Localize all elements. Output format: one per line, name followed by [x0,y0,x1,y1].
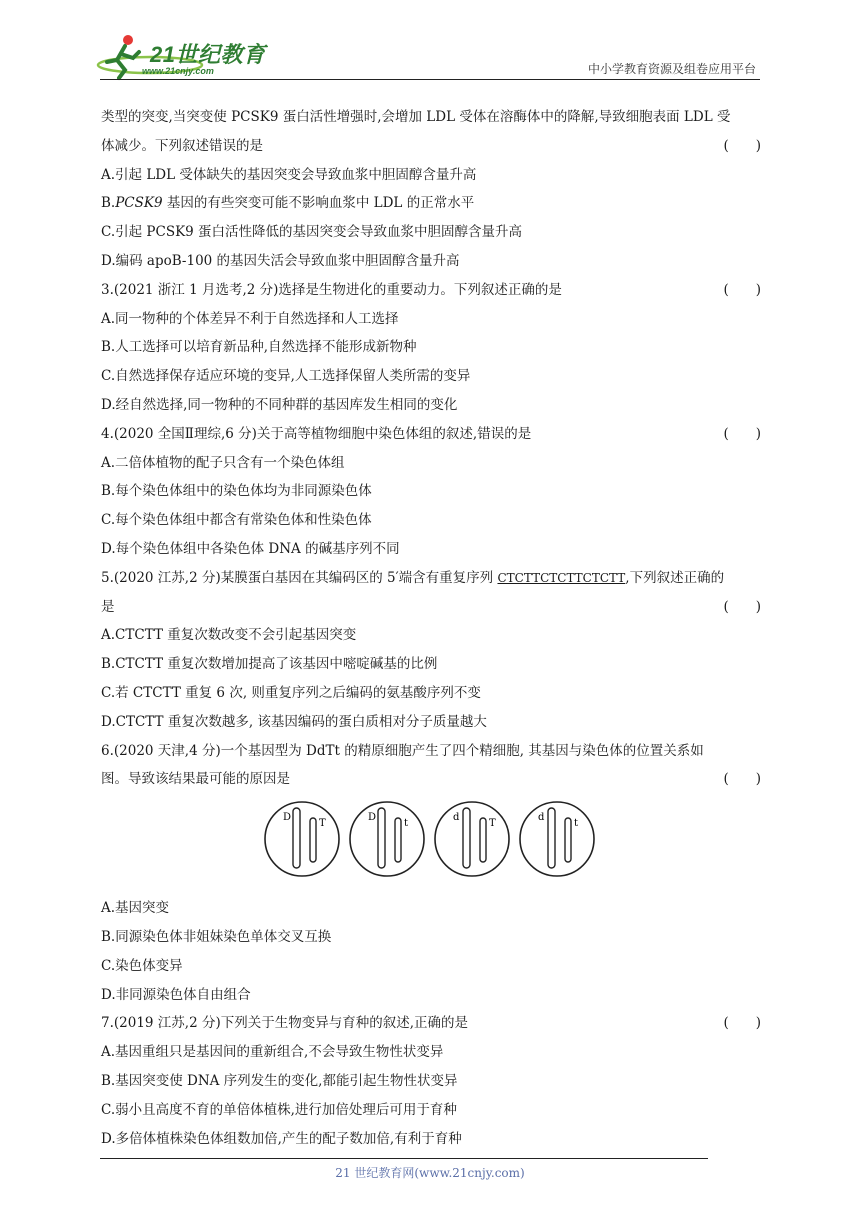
answer-paren: ( ) [723,137,761,154]
question-2-option-b [101,189,761,218]
question-7-text: 7.(2019 江苏,2 分)下列关于生物变异与育种的叙述,正确的是 [101,1015,469,1032]
question-6-text-cont: 图。导致该结果最可能的原因是 [101,771,290,788]
question-3-option-c: C.自然选择保存适应环境的变异,人工选择保留人类所需的变异 [101,368,471,385]
question-7-option-d: D.多倍体植株染色体组数加倍,产生的配子数加倍,有利于育种 [101,1130,462,1147]
option-b-text: 基因的有些突变可能不影响血浆中 LDL 的正常水平 [162,195,475,212]
question-7-option-b: B.基因突变使 DNA 序列发生的变化,都能引起生物性状变异 [101,1072,458,1089]
question-4-text: 4.(2020 全国Ⅱ理综,6 分)关于高等植物细胞中染色体组的叙述,错误的是 [101,425,532,442]
question-5-option-a: A.CTCTT 重复次数改变不会引起基因突变 [101,627,357,644]
answer-paren: ( ) [723,598,761,615]
gene-label: t [404,818,409,830]
gene-label: t [574,818,579,830]
gene-label: D [283,812,292,824]
logo-url: www.21cnjy.com [142,66,214,76]
question-2-option-a: A.引起 LDL 受体缺失的基因突变会导致血浆中胆固醇含量升高 [101,166,477,183]
header-divider [100,79,760,80]
question-7-stem [101,1009,761,1038]
question-2-stem-text: 体减少。下列叙述错误的是 [101,137,263,154]
question-5-option-d: D.CTCTT 重复次数越多, 该基因编码的蛋白质相对分子质量越大 [101,713,487,730]
question-3-option-a: A.同一物种的个体差异不利于自然选择和人工选择 [101,310,399,327]
question-6-stem-line2 [101,765,761,794]
sperm-cell-2 [350,802,424,876]
question-2-stem-line2 [101,132,761,161]
gene-name-italic: PCSK9 [115,195,163,212]
question-5-stem-line2 [101,593,761,622]
footer-divider [100,1158,708,1159]
chromosome-figure [101,796,761,886]
question-6-option-c: C.染色体变异 [101,957,183,974]
question-4-option-c: C.每个染色体组中都含有常染色体和性染色体 [101,512,372,529]
question-5-text: 5.(2020 江苏,2 分)某膜蛋白基因在其编码区的 5′端含有重复序列 [101,569,498,586]
chromosome-diagram [263,796,603,882]
sperm-cell-3 [435,802,509,876]
question-3-option-b: B.人工选择可以培育新品种,自然选择不能形成新物种 [101,339,417,356]
question-6-option-d: D.非同源染色体自由组合 [101,986,251,1003]
page-header [0,0,860,90]
question-4-stem [101,420,761,449]
logo-text: 21世纪教育 [150,42,266,67]
answer-paren: ( ) [723,771,761,788]
sperm-cell-4 [520,802,594,876]
question-2-option-d: D.编码 apoB-100 的基因失活会导致血浆中胆固醇含量升高 [101,252,460,269]
page-footer: 21 世纪教育网(www.21cnjy.com) [335,1166,525,1180]
question-4-option-a: A.二倍体植物的配子只含有一个染色体组 [101,454,345,471]
question-3-text: 3.(2021 浙江 1 月选考,2 分)选择是生物进化的重要动力。下列叙述正确的是 [101,281,562,298]
question-5-option-c: C.若 CTCTT 重复 6 次, 则重复序列之后编码的氨基酸序列不变 [101,684,481,701]
question-6-stem-line1: 6.(2020 天津,4 分)一个基因型为 DdTt 的精原细胞产生了四个精细胞, 其基因与染色体的位置关系如 [101,742,704,759]
question-3-stem [101,276,761,305]
question-5-option-b: B.CTCTT 重复次数增加提高了该基因中嘧啶碱基的比例 [101,656,438,673]
option-b-prefix: B. [101,195,116,212]
gene-label: d [453,812,460,824]
answer-paren: ( ) [723,425,761,442]
gene-label: d [538,812,545,824]
question-5-text-cont: 是 [101,598,115,615]
answer-paren: ( ) [723,1015,761,1032]
question-3-option-d: D.经自然选择,同一物种的不同种群的基因库发生相同的变化 [101,396,458,413]
question-7-option-c: C.弱小且高度不育的单倍体植株,进行加倍处理后可用于育种 [101,1101,457,1118]
gene-label: D [368,812,377,824]
question-4-option-b: B.每个染色体组中的染色体均为非同源染色体 [101,483,372,500]
question-5-text-end: ,下列叙述正确的 [625,569,725,586]
question-4-option-d: D.每个染色体组中各染色体 DNA 的碱基序列不同 [101,540,400,557]
question-5-stem-line1 [101,564,761,593]
repeat-sequence: CTCTTCTCTTCTCTT [497,570,626,585]
question-7-option-a: A.基因重组只是基因间的重新组合,不会导致生物性状变异 [101,1044,444,1061]
question-2-stem-line1: 类型的突变,当突变使 PCSK9 蛋白活性增强时,会增加 LDL 受体在溶酶体中的降解,导致细胞表面 LDL 受 [101,109,731,125]
question-6-option-a: A.基因突变 [101,900,170,917]
question-2-option-c: C.引起 PCSK9 蛋白活性降低的基因突变会导致血浆中胆固醇含量升高 [101,224,523,241]
question-content [101,103,761,1153]
gene-label: T [489,818,496,830]
question-6-option-b: B.同源染色体非姐妹染色单体交叉互换 [101,928,332,945]
gene-label: T [319,818,326,830]
sperm-cell-1 [265,802,339,876]
header-platform-label: 中小学教育资源及组卷应用平台 [587,62,756,76]
answer-paren: ( ) [723,281,761,298]
